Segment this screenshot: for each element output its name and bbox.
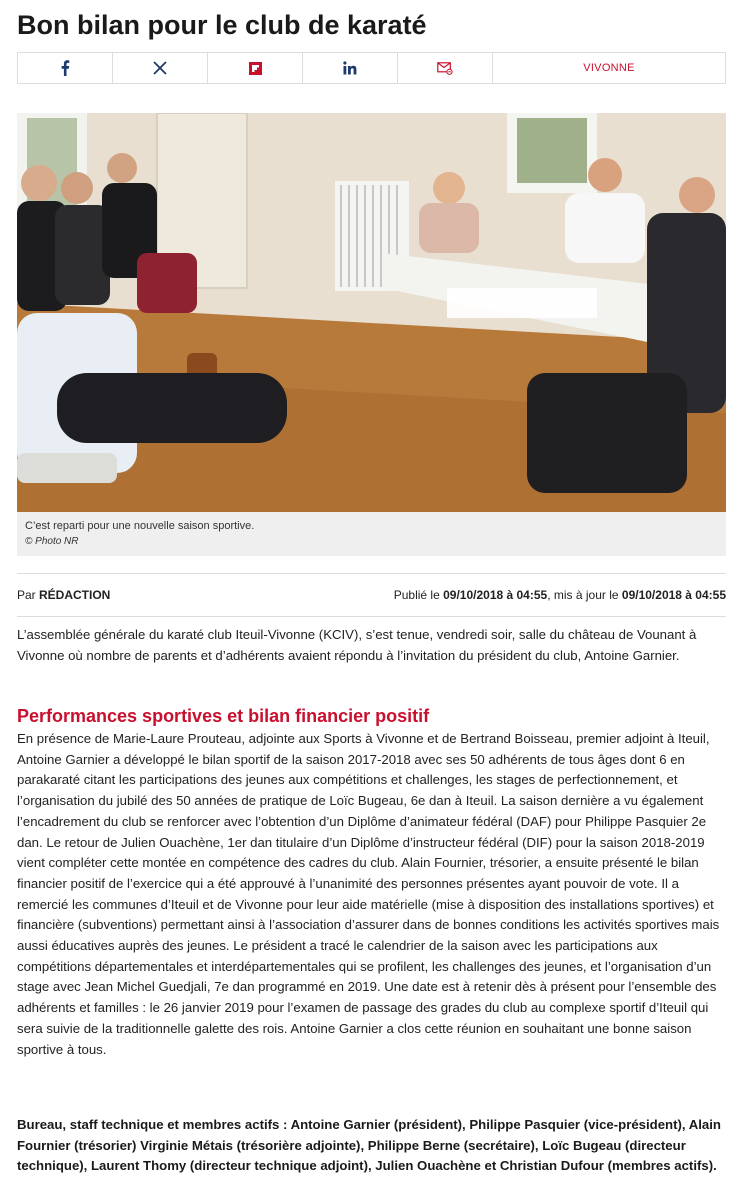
meta-divider-bottom — [17, 616, 726, 617]
share-flipboard-button[interactable] — [208, 53, 303, 83]
byline — [17, 587, 110, 603]
article-body: En présence de Marie-Laure Prouteau, adjointe aux Sports à Vivonne et de Bertrand Boisseau, premier adjoint à Iteuil, Antoine Garnier a développé le bilan sportif de la saison 2017-2018 avec ses 50 adhérents de tous âges dont 6 en parakaraté citant les participations des jeunes aux compétitions et challenges, les stages de perfectionnement, et l’organisation du jubilé des 50 années de pratique de Loïc Bugeau, 6e dan à Iteuil. La saison dernière a vu également l’encadrement du club se renforcer avec l’obtention d’un Diplôme d’animateur fédéral (DAF) pour Philippe Pasquier 2e dan. Le retour de Julien Ouachène, 1er dan titulaire d’un Diplôme d’instructeur fédéral (DIF) pour la saison 2018-2019 vient compléter cette montée en compétence des cadres du club. Alain Fournier, trésorier, a ensuite présenté le bilan financier positif de l’exercice qui a été approuvé à l’unanimité des personnes présentes ayant pouvoir de vote. Il a remercié les communes d’Iteuil et de Vivonne pour leur aide matérielle (mise à disposition des installations sportives) et financière (subventions) permettant ainsi à l’association d’assurer dans de bonnes conditions les activités sportives mais aussi éducatives auprès des jeunes. Le président a tracé le calendrier de la saison avec les participations aux compétitions départementales et interdépartementales qui se profilent, les challenges des jeunes, et l’organisation d’un stage avec Jean Michel Guedjali, 7e dan programmé en 2019. Une date est à retenir dès à présent pour l’ensemble des adhérents et familles : le 26 janvier 2019 pour l’examen de passage des grades du club au complexe sportif d’Iteuil qui sera suivie de la traditionnelle galette des rois. Antoine Garnier a clos cette réunion en souhaitant une bonne saison sportive à tous. — [17, 731, 720, 1057]
article-title: Bon bilan pour le club de karaté — [17, 10, 427, 40]
linkedin-icon — [343, 61, 357, 75]
share-linkedin-button[interactable] — [303, 53, 398, 83]
share-x-button[interactable] — [113, 53, 208, 83]
share-email-button[interactable] — [398, 53, 493, 83]
published-prefix: Publié le — [393, 588, 444, 602]
article-photo — [17, 113, 726, 512]
caption-text: C’est reparti pour une nouvelle saison sportive. — [25, 520, 255, 532]
published-date: 09/10/2018 à 04:55 — [443, 588, 548, 602]
article-intro: L’assemblée générale du karaté club Iteuil-Vivonne (KCIV), s’est tenue, vendredi soir, salle du château de Vounant à Vivonne où nombre de parents et d’adhérents avaient répondu à l’invitation du président du club, Antoine Garnier. — [17, 627, 697, 663]
photo-caption — [17, 512, 726, 556]
flipboard-icon — [249, 62, 262, 75]
author-name[interactable]: RÉDACTION — [39, 588, 111, 602]
share-bar — [17, 52, 726, 84]
x-icon — [153, 61, 167, 75]
article-subheading: Performances sportives et bilan financier positif — [17, 706, 430, 726]
facebook-icon — [60, 60, 70, 76]
photo-credit: © Photo NR — [25, 536, 79, 547]
staff-list: Bureau, staff technique et membres actifs : Antoine Garnier (président), Philippe Pasquier (vice-président), Alain Fournier (trésorier) Virginie Métais (trésorière adjointe), Philippe Berne (secrétaire), Loïc Bugeau (directeur technique), Laurent Thomy (directeur technique adjoint), Julien Ouachène et Christian Dufour (membres actifs). — [17, 1117, 721, 1173]
byline-prefix: Par — [17, 588, 40, 602]
share-facebook-button[interactable] — [18, 53, 113, 83]
updated-date: 09/10/2018 à 04:55 — [621, 588, 726, 602]
email-icon — [437, 62, 453, 75]
publish-dates — [394, 587, 726, 603]
meta-divider-top — [17, 573, 726, 574]
location-tag[interactable]: VIVONNE — [583, 62, 635, 74]
updated-prefix: , mis à jour le — [547, 588, 622, 602]
